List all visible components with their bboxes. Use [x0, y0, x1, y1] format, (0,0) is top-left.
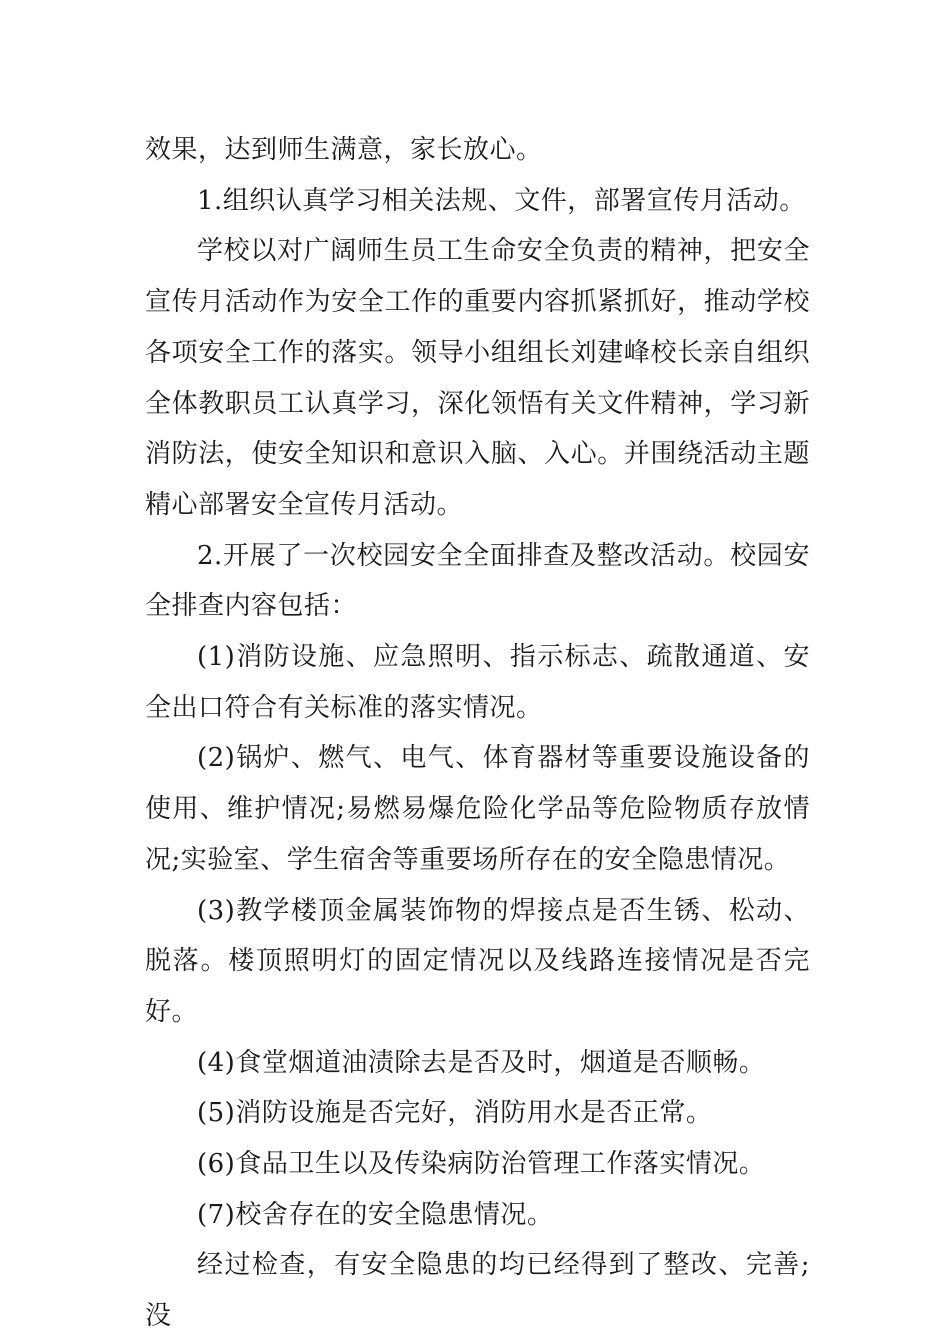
paragraph: 1.组织认真学习相关法规、文件，部署宣传月活动。 — [197, 185, 806, 216]
paragraph: 效果，达到师生满意，家长放心。 — [145, 135, 543, 165]
paragraph: (2)锅炉、燃气、电气、体育器材等重要设施设备的使用、维护情况;易燃易爆危险化学品等危险物质存放情况;实验室、学生宿舍等重要场所存在的安全隐患情况。 — [145, 743, 810, 875]
paragraph: (5)消防设施是否完好，消防用水是否正常。 — [197, 1098, 713, 1129]
paragraph: (3)教学楼顶金属装饰物的焊接点是否生锈、松动、脱落。楼顶照明灯的固定情况以及线路连接情况是否完好。 — [145, 895, 810, 1027]
paragraph: 2.开展了一次校园安全全面排查及整改活动。校园安全排查内容包括： — [145, 540, 810, 622]
paragraph: (4)食堂烟道油渍除去是否及时，烟道是否顺畅。 — [197, 1047, 766, 1078]
document-body — [145, 125, 810, 1342]
paragraph: (6)食品卫生以及传染病防治管理工作落实情况。 — [197, 1149, 766, 1180]
paragraph: 经过检查，有安全隐患的均已经得到了整改、完善;没 — [145, 1250, 810, 1332]
paragraph: (7)校舍存在的安全隐患情况。 — [197, 1199, 554, 1230]
paragraph: (1)消防设施、应急照明、指示标志、疏散通道、安全出口符合有关标准的落实情况。 — [145, 642, 810, 723]
paragraph: 学校以对广阔师生员工生命安全负责的精神，把安全宣传月活动作为安全工作的重要内容抓紧抓好，推动学校各项安全工作的落实。领导小组组长刘建峰校长亲自组织全体教职员工认真学习，深化领悟有关文件精神，学习新消防法，使安全知识和意识入脑、入心。并围绕活动主题精心部署安全宣传月活动。 — [145, 236, 810, 520]
